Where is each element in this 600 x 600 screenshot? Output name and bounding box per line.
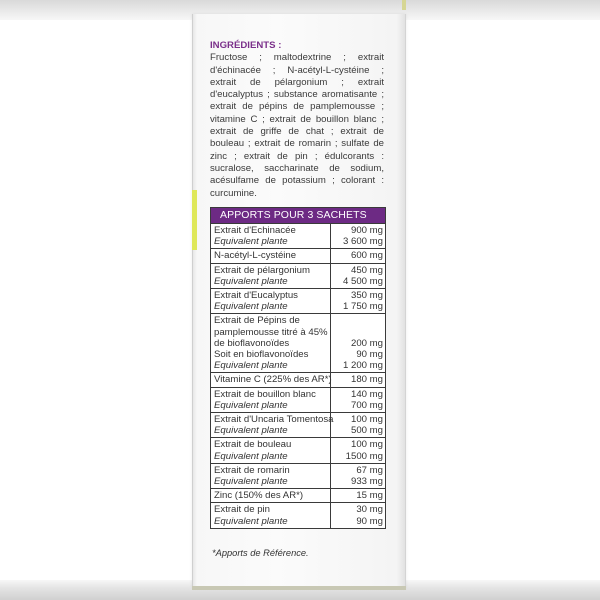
ingredient-amount bbox=[334, 327, 383, 338]
ingredient-amount: 933 mg bbox=[351, 476, 383, 488]
plant-equivalent-label: Equivalent plante bbox=[214, 399, 288, 411]
table-row bbox=[211, 248, 385, 262]
ingredient-name-cell bbox=[211, 489, 331, 502]
amount-cell bbox=[331, 489, 385, 502]
ingredient-amount: 900 mg bbox=[351, 225, 383, 236]
ingredient-amount: 15 mg bbox=[356, 490, 383, 502]
ingredient-amount: 350 mg bbox=[351, 290, 383, 302]
ingredient-amount: 140 mg bbox=[351, 388, 383, 400]
ingredients-text: Fructose ; maltodextrine ; extrait d'échinacée ; N-acétyl-L-cystéine ; extrait de pélargonium ; extrait d'eucalyptus ; substance aromatisante ; extrait de pépins de pamplemousse ; vitamine C ; extrait de bouillon blanc ; extrait de griffe de chat ; extrait de bouleau ; extrait de romarin ; sulfate de zinc ; extrait de pin ; édulcorants : sucralose, saccharinate de sodium, acésulfame de potassium ; colorant : curcumine. bbox=[210, 52, 384, 199]
plant-equivalent-label: Equivalent plante bbox=[214, 450, 288, 462]
ingredient-name-cell bbox=[211, 314, 331, 372]
ingredient-amount: 4 500 mg bbox=[342, 275, 383, 287]
ingredient-name: Extrait de bouillon blanc bbox=[214, 388, 316, 400]
ingredient-amount: 90 mg bbox=[356, 515, 383, 527]
package-bottom-edge bbox=[192, 586, 406, 590]
ingredient-name-cell bbox=[211, 388, 331, 412]
ingredient-amount: 450 mg bbox=[351, 264, 383, 276]
package-flap-accent bbox=[192, 190, 197, 250]
ingredient-name: de bioflavonoïdes bbox=[214, 337, 290, 349]
plant-equivalent-label: Equivalent plante bbox=[214, 236, 288, 248]
plant-equivalent-label: Equivalent plante bbox=[214, 301, 288, 313]
ingredient-name-cell bbox=[211, 249, 331, 262]
ingredients-title: INGRÉDIENTS : bbox=[210, 40, 282, 51]
ingredient-name: Extrait de romarin bbox=[214, 464, 290, 476]
ingredient-amount: 3 600 mg bbox=[342, 236, 383, 248]
ingredient-amount: 500 mg bbox=[351, 425, 383, 437]
ingredient-name-cell bbox=[211, 373, 331, 386]
ingredient-name: Extrait de bouleau bbox=[214, 439, 292, 451]
table-row bbox=[211, 372, 385, 386]
nutrition-table-body bbox=[211, 223, 385, 528]
ingredient-name-cell bbox=[211, 289, 331, 313]
nutrition-table bbox=[210, 207, 386, 529]
ingredient-amount: 100 mg bbox=[351, 439, 383, 451]
table-row bbox=[211, 463, 385, 488]
amount-cell bbox=[331, 503, 385, 527]
amount-cell bbox=[331, 438, 385, 462]
ingredient-name: N-acétyl-L-cystéine bbox=[214, 250, 297, 262]
ingredient-amount: 1 750 mg bbox=[342, 301, 383, 313]
ingredient-name: pamplemousse titré à 45% bbox=[214, 326, 328, 338]
amount-cell bbox=[331, 413, 385, 437]
ingredient-name: Extrait d'Eucalyptus bbox=[214, 290, 298, 302]
amount-cell bbox=[331, 264, 385, 288]
ingredient-name-cell bbox=[211, 264, 331, 288]
ingredient-name-cell bbox=[211, 413, 334, 437]
amount-cell bbox=[331, 314, 385, 372]
plant-equivalent-label: Equivalent plante bbox=[214, 476, 288, 488]
amount-cell bbox=[331, 464, 385, 488]
ingredient-name: Extrait de Pépins de bbox=[214, 315, 300, 327]
ingredient-amount: 67 mg bbox=[356, 464, 383, 476]
ingredient-name-cell bbox=[211, 224, 331, 248]
ingredient-name-cell bbox=[211, 503, 331, 527]
ingredient-amount: 700 mg bbox=[351, 399, 383, 411]
plant-equivalent-label: Equivalent plante bbox=[214, 425, 288, 437]
table-row bbox=[211, 502, 385, 527]
ingredient-name: Vitamine C (225% des AR*) bbox=[214, 374, 332, 386]
ingredient-name: Extrait de pin bbox=[214, 504, 270, 516]
amount-cell bbox=[331, 224, 385, 248]
table-row bbox=[211, 387, 385, 412]
ingredient-name-cell bbox=[211, 438, 331, 462]
package-top-accent bbox=[402, 0, 406, 10]
nutrition-table-header: APPORTS POUR 3 SACHETS bbox=[211, 208, 385, 223]
ingredient-name: Extrait de pélargonium bbox=[214, 264, 310, 276]
table-row bbox=[211, 313, 385, 372]
ingredient-name: Zinc (150% des AR*) bbox=[214, 490, 304, 502]
amount-cell bbox=[331, 249, 385, 262]
ingredient-name: Extrait d'Echinacée bbox=[214, 225, 296, 236]
ingredient-amount: 90 mg bbox=[356, 349, 383, 361]
plant-equivalent-label: Equivalent plante bbox=[214, 360, 288, 372]
footnote: *Apports de Référence. bbox=[212, 548, 309, 558]
table-row bbox=[211, 488, 385, 502]
amount-cell bbox=[331, 289, 385, 313]
ingredient-amount: 100 mg bbox=[351, 414, 383, 426]
plant-equivalent-label: Equivalent plante bbox=[214, 515, 288, 527]
plant-equivalent-label: Equivalent plante bbox=[214, 275, 288, 287]
ingredient-name-cell bbox=[211, 464, 331, 488]
ingredient-amount: 1 200 mg bbox=[342, 360, 383, 372]
amount-cell bbox=[331, 373, 385, 386]
table-row bbox=[211, 412, 385, 437]
ingredient-amount: 30 mg bbox=[356, 504, 383, 516]
ingredient-amount: 180 mg bbox=[351, 374, 383, 386]
amount-cell bbox=[331, 388, 385, 412]
table-row bbox=[211, 223, 385, 248]
ingredient-amount: 200 mg bbox=[351, 337, 383, 349]
ingredient-amount bbox=[334, 315, 383, 326]
ingredient-amount: 600 mg bbox=[351, 250, 383, 262]
table-row bbox=[211, 437, 385, 462]
ingredient-amount: 1500 mg bbox=[345, 450, 383, 462]
table-row bbox=[211, 288, 385, 313]
ingredient-name: Soit en bioflavonoïdes bbox=[214, 349, 309, 361]
table-row bbox=[211, 263, 385, 288]
ingredients-block bbox=[210, 40, 384, 200]
ingredient-name: Extrait d'Uncaria Tomentosa bbox=[214, 414, 334, 426]
